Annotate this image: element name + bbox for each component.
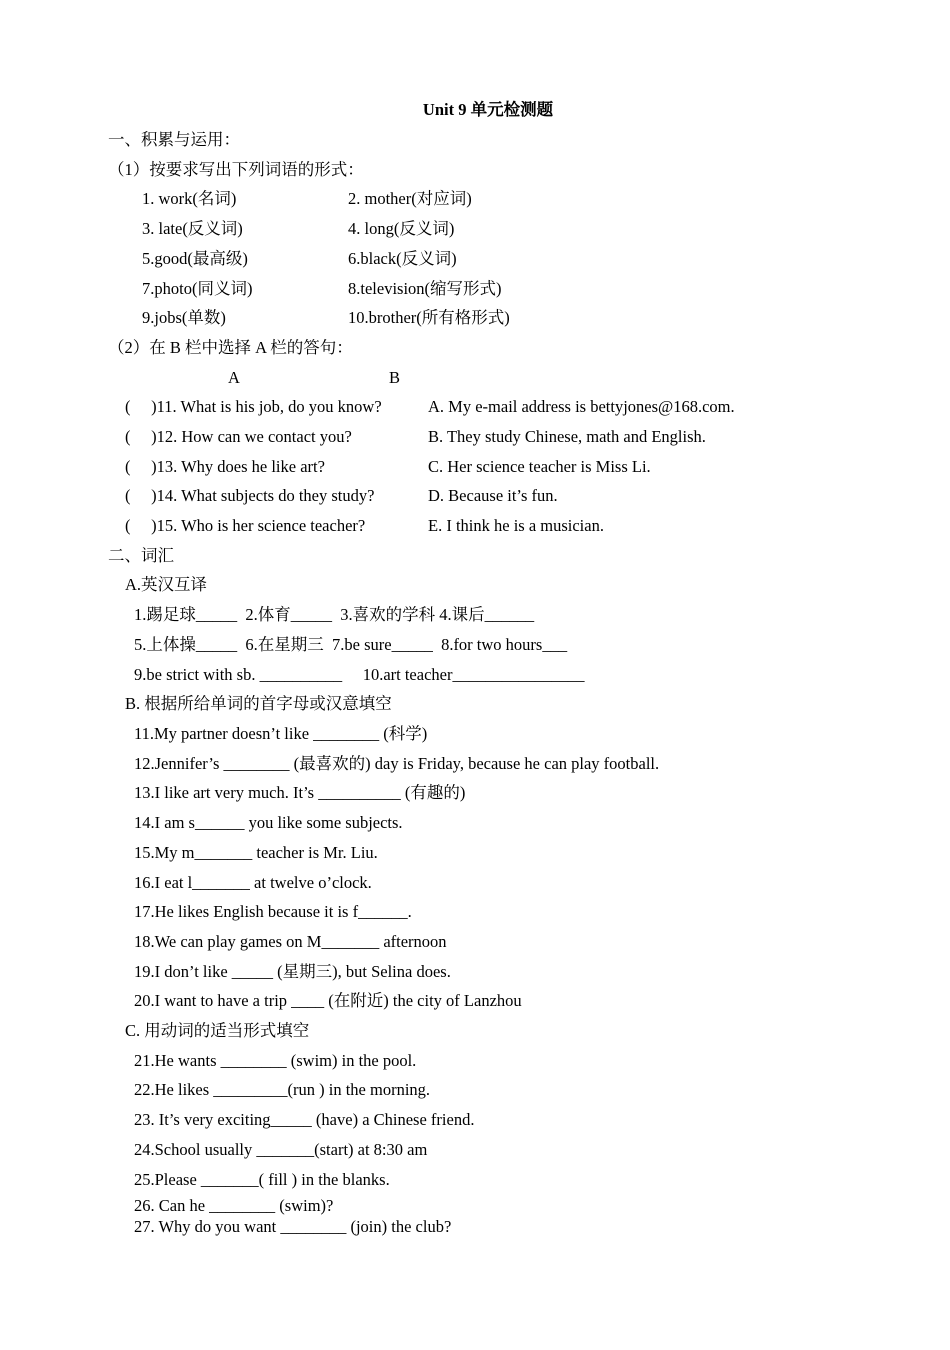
verb-form-item: 27. Why do you want ________ (join) the club? (134, 1217, 452, 1236)
translation-line: 5.上体操_____ 6.在星期三 7.be sure_____ 8.for two hours___ (134, 635, 568, 654)
fill-blank-item: 17.He likes English because it is f______. (134, 902, 412, 921)
word-form-item: 6.black(反义词) (348, 249, 457, 268)
word-form-item: 8.television(缩写形式) (348, 279, 502, 298)
column-a-label: A (228, 368, 240, 387)
verb-form-item: 25.Please _______( fill ) in the blanks. (134, 1170, 390, 1189)
section-heading-2: 二、词汇 (108, 546, 174, 565)
match-answer: C. Her science teacher is Miss Li. (428, 457, 651, 476)
word-form-item: 5.good(最高级) (142, 249, 248, 268)
part-heading-2: （2）在 B 栏中选择 A 栏的答句： (108, 338, 353, 357)
verb-form-item: 26. Can he ________ (swim)? (134, 1196, 334, 1215)
word-form-item: 2. mother(对应词) (348, 189, 472, 208)
match-question: ( )13. Why does he like art? (125, 457, 325, 476)
match-question: ( )15. Who is her science teacher? (125, 516, 366, 535)
fill-blank-item: 18.We can play games on M_______ afternoon (134, 932, 447, 951)
translation-line: 1.踢足球_____ 2.体育_____ 3.喜欢的学科 4.课后______ (134, 605, 535, 624)
match-question: ( )12. How can we contact you? (125, 427, 352, 446)
verb-form-item: 21.He wants ________ (swim) in the pool. (134, 1051, 417, 1070)
fill-blank-item: 15.My m_______ teacher is Mr. Liu. (134, 843, 378, 862)
fill-blank-item: 14.I am s______ you like some subjects. (134, 813, 403, 832)
word-form-item: 9.jobs(单数) (142, 308, 226, 327)
part-heading-b: B. 根据所给单词的首字母或汉意填空 (125, 694, 392, 713)
column-b-label: B (389, 368, 401, 387)
match-answer: D. Because it’s fun. (428, 486, 558, 505)
match-answer: E. I think he is a musician. (428, 516, 604, 535)
verb-form-item: 24.School usually _______(start) at 8:30 am (134, 1140, 428, 1159)
part-heading-1: （1）按要求写出下列词语的形式： (108, 160, 364, 179)
part-heading-c: C. 用动词的适当形式填空 (125, 1021, 310, 1040)
fill-blank-item: 13.I like art very much. It’s __________ (有趣的) (134, 783, 466, 802)
verb-form-item: 22.He likes _________(run ) in the morning. (134, 1080, 431, 1099)
part-heading-a: A.英汉互译 (125, 575, 208, 594)
fill-blank-item: 12.Jennifer’s ________ (最喜欢的) day is Friday, because he can play football. (134, 754, 660, 773)
fill-blank-item: 20.I want to have a trip ____ (在附近) the city of Lanzhou (134, 991, 522, 1010)
fill-blank-item: 19.I don’t like _____ (星期三), but Selina does. (134, 962, 451, 981)
match-answer: A. My e-mail address is bettyjones@168.com. (428, 397, 735, 416)
verb-form-item: 23. It’s very exciting_____ (have) a Chinese friend. (134, 1110, 475, 1129)
translation-line: 9.be strict with sb. __________ 10.art teacher________________ (134, 665, 585, 684)
word-form-item: 10.brother(所有格形式) (348, 308, 510, 327)
word-form-item: 1. work(名词) (142, 189, 237, 208)
page-title: Unit 9 单元检测题 (422, 100, 554, 119)
match-answer: B. They study Chinese, math and English. (428, 427, 706, 446)
word-form-item: 3. late(反义词) (142, 219, 243, 238)
fill-blank-item: 11.My partner doesn’t like ________ (科学) (134, 724, 428, 743)
fill-blank-item: 16.I eat l_______ at twelve o’clock. (134, 873, 372, 892)
match-question: ( )11. What is his job, do you know? (125, 397, 382, 416)
word-form-item: 7.photo(同义词) (142, 279, 253, 298)
word-form-item: 4. long(反义词) (348, 219, 455, 238)
section-heading-1: 一、积累与运用： (108, 130, 240, 149)
match-question: ( )14. What subjects do they study? (125, 486, 375, 505)
